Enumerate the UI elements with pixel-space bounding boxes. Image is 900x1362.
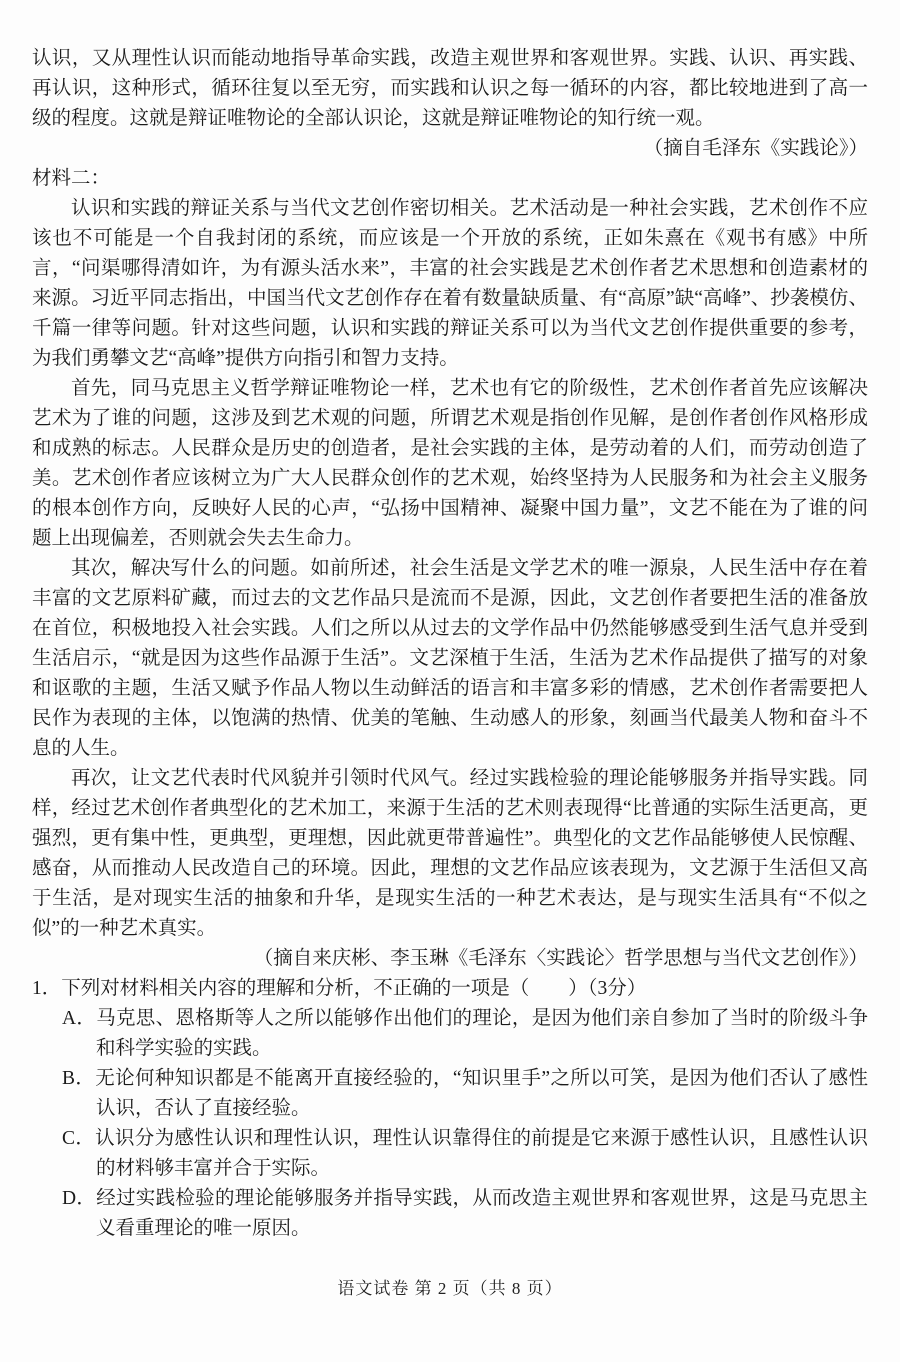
option-d-text: 经过实践检验的理论能够服务并指导实践，从而改造主观世界和客观世界，这是马克思主义看重理论的唯一原因。	[96, 1188, 868, 1239]
source-attribution-material-two: （摘自来庆彬、李玉琳《毛泽东〈实践论〉哲学思想与当代文艺创作》）	[253, 948, 868, 969]
material-two-label: 材料二：	[32, 168, 111, 189]
question-1-option-b	[62, 1064, 868, 1124]
option-c-label: C．	[62, 1128, 96, 1149]
option-a-text: 马克思、恩格斯等人之所以能够作出他们的理论，是因为他们亲自参加了当时的阶级斗争和科学实验的实践。	[96, 1008, 868, 1059]
option-b-label: B．	[62, 1068, 96, 1089]
material-two-paragraph-3: 其次，解决写什么的问题。如前所述，社会生活是文学艺术的唯一源泉，人民生活中存在着丰富的文艺原料矿藏，而过去的文艺作品只是流而不是源，因此，文艺创作者要把生活的准备放在首位，积极地投入社会实践。人们之所以从过去的文学作品中仍然能够感受到生活气息并受到生活启示，“就是因为这些作品源于生活”。文艺深植于生活，生活为艺术作品提供了描写的对象和讴歌的主题，生活又赋予作品人物以生动鲜活的语言和丰富多彩的情感，艺术创作者需要把人民作为表现的主体，以饱满的热情、优美的笔触、生动感人的形象，刻画当代最美人物和奋斗不息的人生。	[32, 558, 868, 759]
question-1-number: 1．	[32, 978, 62, 999]
material-two-paragraph-1: 认识和实践的辩证关系与当代文艺创作密切相关。艺术活动是一种社会实践，艺术创作不应该也不可能是一个自我封闭的系统，而应该是一个开放的系统，正如朱熹在《观书有感》中所言，“问渠哪得清如许，为有源头活水来”，丰富的社会实践是艺术创作者艺术思想和创造素材的来源。习近平同志指出，中国当代文艺创作存在着有数量缺质量、有“高原”缺“高峰”、抄袭模仿、千篇一律等问题。针对这些问题，认识和实践的辩证关系可以为当代文艺创作提供重要的参考，为我们勇攀文艺“高峰”提供方向指引和智力支持。	[32, 198, 868, 369]
passage-continuation-paragraph: 认识，又从理性认识而能动地指导革命实践，改造主观世界和客观世界。实践、认识、再实践、再认识，这种形式，循环往复以至无穷，而实践和认识之每一循环的内容，都比较地进到了高一级的程度。这就是辩证唯物论的全部认识论，这就是辩证唯物论的知行统一观。	[32, 48, 868, 129]
option-d-label: D．	[62, 1188, 97, 1209]
question-1-option-c	[62, 1124, 868, 1184]
question-1-option-a	[62, 1004, 868, 1064]
material-two-paragraph-4: 再次，让文艺代表时代风貌并引领时代风气。经过实践检验的理论能够服务并指导实践。同样，经过艺术创作者典型化的艺术加工，来源于生活的艺术则表现得“比普通的实际生活更高，更强烈，更有集中性，更典型，更理想，因此就更带普遍性”。典型化的文艺作品能够使人民惊醒、感奋，从而推动人民改造自己的环境。因此，理想的文艺作品应该表现为，文艺源于生活但又高于生活，是对现实生活的抽象和升华，是现实生活的一种艺术表达，是与现实生活具有“不似之似”的一种艺术真实。	[32, 768, 868, 939]
material-two-paragraph-2: 首先，同马克思主义哲学辩证唯物论一样，艺术也有它的阶级性，艺术创作者首先应该解决艺术为了谁的问题，这涉及到艺术观的问题，所谓艺术观是指创作见解，是创作者创作风格形成和成熟的标志。人民群众是历史的创造者，是社会实践的主体，是劳动着的人们，而劳动创造了美。艺术创作者应该树立为广大人民群众创作的艺术观，始终坚持为人民服务和为社会主义服务的根本创作方向，反映好人民的心声，“弘扬中国精神、凝聚中国力量”，文艺不能在为了谁的问题上出现偏差，否则就会失去生命力。	[32, 378, 868, 549]
question-1-stem: 下列对材料相关内容的理解和分析，不正确的一项是（ ）（3分）	[61, 978, 647, 999]
option-c-text: 认识分为感性认识和理性认识，理性认识靠得住的前提是它来源于感性认识，且感性认识的材料够丰富并合于实际。	[95, 1128, 868, 1179]
option-b-text: 无论何种知识都是不能离开直接经验的，“知识里手”之所以可笑，是因为他们否认了感性认识，否认了直接经验。	[95, 1068, 868, 1119]
source-attribution-material-one: （摘自毛泽东《实践论》）	[643, 138, 868, 159]
option-a-label: A．	[62, 1008, 97, 1029]
question-1	[32, 974, 868, 1004]
question-1-option-d	[62, 1184, 868, 1244]
page-footer: 语文试卷 第 2 页（共 8 页）	[337, 1279, 563, 1298]
